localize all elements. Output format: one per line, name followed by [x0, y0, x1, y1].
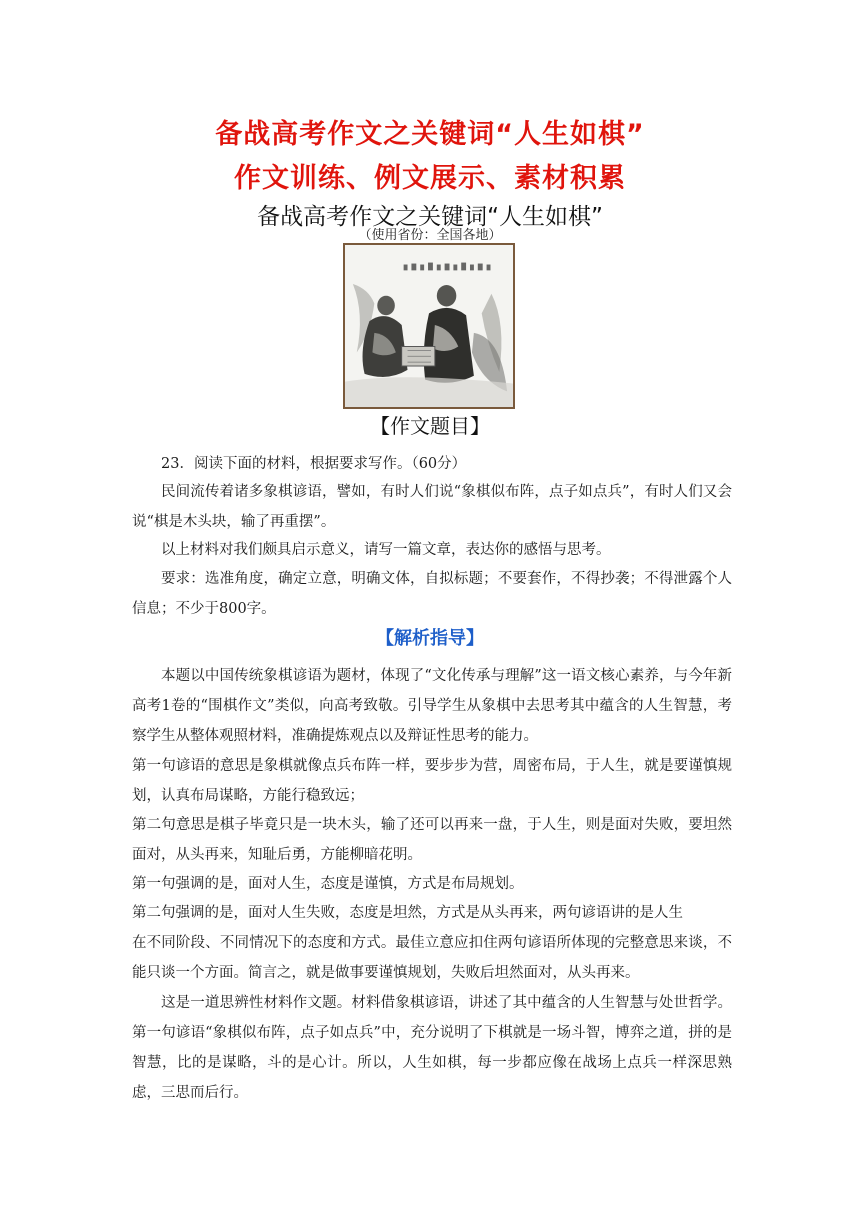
paragraph: 本题以中国传统象棋谚语为题材，体现了“文化传承与理解”这一语文核心素养，与今年新高考1卷的“围棋作文”类似，向高考致敬。引导学生从象棋中去思考其中蕴含的人生智慧，考察学生从整体观照材料，准确提炼观点以及辩证性思考的能力。: [132, 668, 732, 744]
section-heading-analysis: 【解析指导】: [376, 628, 484, 649]
document-subtitle: （使用省份：全国各地）: [358, 228, 502, 243]
paragraph: 在不同阶段、不同情况下的态度和方式。最佳立意应扣住两句谚语所体现的完整意思来谈，不能只谈一个方面。简言之，就是做事要谨慎规划，失败后坦然面对，从头再来。: [132, 935, 732, 981]
paragraph: 这是一道思辨性材料作文题。材料借象棋谚语，讲述了其中蕴含的人生智慧与处世哲学。第一句谚语“象棋似布阵，点子如点兵”中，充分说明了下棋就是一场斗智，博弈之道，拼的是智慧，比的是谋略，斗的是心计。所以，人生如棋，每一步都应像在战场上点兵一样深思熟虑，三思而后行。: [132, 995, 732, 1101]
main-title-red-2: 作文训练、例文展示、素材积累: [234, 163, 626, 194]
ink-painting-image: [343, 243, 515, 409]
main-title-red-1: 备战高考作文之关键词“人生如棋”: [215, 119, 645, 150]
paragraph: 民间流传着诸多象棋谚语，譬如，有时人们说“象棋似布阵，点子如点兵”，有时人们又会说“棋是木头块，输了再重摆”。: [132, 484, 732, 530]
paragraph: 以上材料对我们颇具启示意义，请写一篇文章，表达你的感悟与思考。: [161, 542, 611, 558]
paragraph: 第一句谚语的意思是象棋就像点兵布阵一样，要步步为营，周密布局，于人生，就是要谨慎规划，认真布局谋略，方能行稳致远；: [132, 758, 732, 804]
chess-players-painting-icon: [345, 245, 513, 407]
section-heading-essay-topic: 【作文题目】: [370, 414, 490, 438]
paragraph: 第一句强调的是，面对人生，态度是谨慎，方式是布局规划。: [132, 876, 524, 892]
paragraph: 要求：选准角度，确定立意，明确文体，自拟标题；不要套作，不得抄袭；不得泄露个人信息；不少于800字。: [132, 571, 732, 617]
document-title: 备战高考作文之关键词“人生如棋”: [257, 204, 603, 230]
paragraph: 23．阅读下面的材料，根据要求写作。（60分）: [161, 456, 467, 472]
paragraph: 第二句强调的是，面对人生失败，态度是坦然，方式是从头再来，两句谚语讲的是人生: [132, 905, 683, 921]
paragraph: 第二句意思是棋子毕竟只是一块木头，输了还可以再来一盘，于人生，则是面对失败，要坦然面对，从头再来，知耻后勇，方能柳暗花明。: [132, 817, 732, 863]
